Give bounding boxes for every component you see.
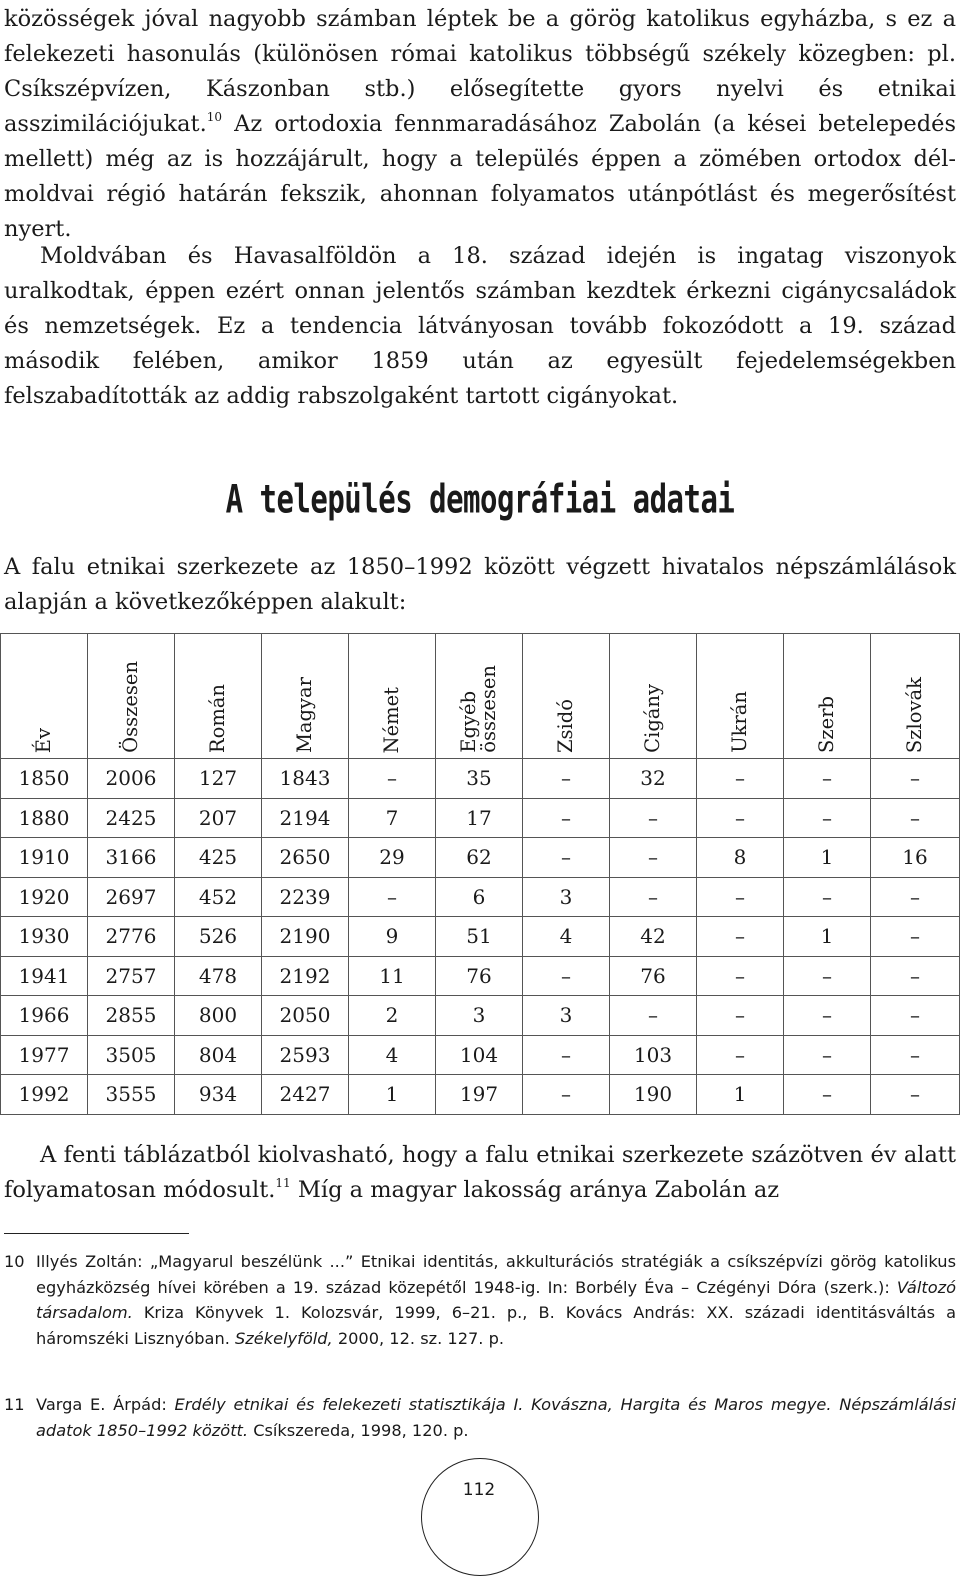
table-cell: 1850	[1, 759, 88, 799]
column-header	[784, 634, 871, 759]
column-header	[610, 634, 697, 759]
table-cell: 1977	[1, 1035, 88, 1075]
table-cell: –	[697, 877, 784, 917]
table-cell: 478	[175, 956, 262, 996]
column-header-label: Összesen	[119, 661, 142, 753]
table-cell: 425	[175, 838, 262, 878]
table-cell: –	[697, 1035, 784, 1075]
table-cell: –	[697, 759, 784, 799]
table-cell: 2192	[262, 956, 349, 996]
footnote-number: 11	[4, 1395, 25, 1414]
table-cell: 207	[175, 798, 262, 838]
table-cell: 16	[871, 838, 960, 878]
table-cell: –	[697, 996, 784, 1036]
column-header	[175, 634, 262, 759]
column-header	[436, 634, 523, 759]
table-cell: 62	[436, 838, 523, 878]
table-row	[1, 1075, 960, 1115]
table-cell: –	[784, 877, 871, 917]
column-header	[871, 634, 960, 759]
column-header	[349, 634, 436, 759]
table-cell: –	[784, 996, 871, 1036]
table-cell: 29	[349, 838, 436, 878]
column-header-label: Cigány	[641, 684, 664, 753]
table-cell: 2006	[88, 759, 175, 799]
table-cell: 2190	[262, 917, 349, 957]
intro-paragraph	[4, 2, 956, 247]
second-paragraph: Moldvában és Havasalföldön a 18. század idején is ingatag viszonyok uralkodtak, éppen ezért onnan jelentős számban kezdtek érkezni cigánycsaládok és nemzetségek. Ez a tendencia látványosan tovább fokozódott a 19. század második felében, amikor 1859 után az egyesült fejedelemségekben felszabadították az addig rabszolgaként tartott cigányokat.	[4, 243, 956, 409]
table-cell: –	[871, 917, 960, 957]
table-cell: 76	[610, 956, 697, 996]
table-cell: 2239	[262, 877, 349, 917]
footnote-italic-text: Székelyföld,	[235, 1328, 333, 1348]
column-header	[262, 634, 349, 759]
table-cell: 1910	[1, 838, 88, 878]
table-row	[1, 956, 960, 996]
table-cell: 51	[436, 917, 523, 957]
intro-text: közösségek jóval nagyobb számban léptek be a görög katolikus egyházba, s ez a felekezeti hasonulás (különösen római katolikus többségű székely közegben: pl. Csíkszépvízen, Kászonban stb.) elősegítette gyors nyelvi és etnikai asszimilációjukat.	[4, 6, 956, 137]
table-cell: –	[349, 877, 436, 917]
table-cell: 1	[349, 1075, 436, 1115]
table-cell: 190	[610, 1075, 697, 1115]
column-header	[88, 634, 175, 759]
table-cell: 1880	[1, 798, 88, 838]
table-cell: 1	[784, 838, 871, 878]
table-cell: 7	[349, 798, 436, 838]
column-header	[523, 634, 610, 759]
table-cell: –	[523, 956, 610, 996]
table-cell: 1	[784, 917, 871, 957]
column-header-label: Szerb	[815, 696, 838, 753]
column-header-label: Román	[206, 683, 229, 753]
table-intro: A falu etnikai szerkezete az 1850–1992 között végzett hivatalos népszámlálások alapján a következőképpen alakult:	[4, 554, 956, 615]
table-cell: 104	[436, 1035, 523, 1075]
table-cell: 2427	[262, 1075, 349, 1115]
table-row	[1, 1035, 960, 1075]
table-cell: 197	[436, 1075, 523, 1115]
column-header-label: Év	[32, 727, 55, 753]
table-cell: –	[784, 798, 871, 838]
table-cell: 2855	[88, 996, 175, 1036]
table-cell: 1941	[1, 956, 88, 996]
table-cell: 1920	[1, 877, 88, 917]
table-cell: 452	[175, 877, 262, 917]
table-row	[1, 877, 960, 917]
table-cell: –	[871, 759, 960, 799]
table-cell: 800	[175, 996, 262, 1036]
footnote-text-part: 2000, 12. sz. 127. p.	[332, 1328, 505, 1348]
table-cell: 934	[175, 1075, 262, 1115]
column-header-label: Német	[380, 686, 403, 753]
table-cell: 1	[697, 1075, 784, 1115]
table-cell: 3	[436, 996, 523, 1036]
footnote-text-part: Illyés Zoltán: „Magyarul beszélünk ...” Etnikai identitás, akkulturációs stratégiák a csíkszépvízi görög katolikus egyházközség hívei körében a 19. század közepétől 1948-ig. In: Borbély Éva – Czégényi Dóra (szerk.):	[36, 1252, 956, 1297]
footnote-italic-text: Erdély etnikai és felekezeti statisztikája I. Kovászna, Hargita és Maros megye. Népszámlálási adatok 1850–1992 között.	[36, 1395, 956, 1440]
table-cell: –	[871, 1075, 960, 1115]
table-cell: 2593	[262, 1035, 349, 1075]
table-cell: –	[784, 956, 871, 996]
section-heading: A település demográfiai adatai	[225, 476, 735, 522]
footnote-text-part: Csíkszereda, 1998, 120. p.	[248, 1420, 469, 1440]
table-cell: –	[697, 917, 784, 957]
table-cell: –	[523, 838, 610, 878]
table-cell: –	[523, 798, 610, 838]
table-row	[1, 917, 960, 957]
table-cell: –	[610, 996, 697, 1036]
table-cell: 11	[349, 956, 436, 996]
table-cell: –	[349, 759, 436, 799]
table-cell: 35	[436, 759, 523, 799]
column-header-label: Egyéb összesen	[457, 665, 500, 753]
footnote-italic-text: Változó társadalom.	[36, 1277, 956, 1322]
page-number-arc	[421, 1458, 539, 1576]
footnote-text	[36, 1392, 956, 1443]
table-header-row	[1, 634, 960, 759]
table-cell: 3166	[88, 838, 175, 878]
table-cell: 3	[523, 877, 610, 917]
table-cell: –	[871, 996, 960, 1036]
footnote-divider	[4, 1233, 189, 1234]
table-cell: 103	[610, 1035, 697, 1075]
table-cell: –	[871, 798, 960, 838]
table-cell: –	[610, 838, 697, 878]
table-cell: 1930	[1, 917, 88, 957]
table-cell: 3505	[88, 1035, 175, 1075]
footnote-10	[4, 1249, 956, 1351]
table-cell: 2	[349, 996, 436, 1036]
table-cell: 6	[436, 877, 523, 917]
footnote-text-part: Varga E. Árpád:	[36, 1395, 175, 1414]
column-header-label: Zsidó	[554, 698, 577, 753]
ethnic-structure-table	[0, 633, 960, 1115]
table-cell: 2757	[88, 956, 175, 996]
column-header	[1, 634, 88, 759]
table-row	[1, 798, 960, 838]
table-cell: –	[784, 759, 871, 799]
table-cell: 2194	[262, 798, 349, 838]
table-cell: 2697	[88, 877, 175, 917]
column-header-label: Magyar	[293, 676, 316, 753]
table-cell: 1843	[262, 759, 349, 799]
table-cell: 2650	[262, 838, 349, 878]
column-header-label: Szlovák	[903, 676, 926, 753]
table-cell: –	[784, 1075, 871, 1115]
footnote-number: 10	[4, 1252, 25, 1271]
table-cell: –	[784, 1035, 871, 1075]
table-cell: 4	[523, 917, 610, 957]
after-table-text-continued: Míg a magyar lakosság aránya Zabolán az	[290, 1177, 780, 1203]
table-cell: 2776	[88, 917, 175, 957]
table-cell: 526	[175, 917, 262, 957]
page-number: 112	[462, 1480, 496, 1500]
after-table-text: A fenti táblázatból kiolvasható, hogy a falu etnikai szerkezete százötven év alatt folyamatosan módosult.	[4, 1142, 956, 1203]
table-cell: 2425	[88, 798, 175, 838]
table-cell: 9	[349, 917, 436, 957]
after-table-paragraph	[4, 1138, 956, 1208]
table-cell: 76	[436, 956, 523, 996]
footnote-text-part: Kriza Könyvek 1. Kolozsvár, 1999, 6–21. p., B. Kovács András: XX. századi identitásváltás a háromszéki Lisznyóban.	[36, 1303, 956, 1348]
table-cell: 127	[175, 759, 262, 799]
footnote-text	[36, 1249, 956, 1351]
table-cell: –	[697, 956, 784, 996]
table-cell: –	[523, 759, 610, 799]
table-cell: 1992	[1, 1075, 88, 1115]
table-cell: 17	[436, 798, 523, 838]
footnote-ref-10[interactable]: 10	[206, 110, 223, 124]
table-cell: –	[523, 1035, 610, 1075]
table-cell: 804	[175, 1035, 262, 1075]
table-body	[1, 759, 960, 1115]
table-cell: –	[610, 877, 697, 917]
table-cell: –	[523, 1075, 610, 1115]
column-header-label: Ukrán	[728, 691, 751, 753]
table-cell: 42	[610, 917, 697, 957]
table-cell: –	[871, 1035, 960, 1075]
table-row	[1, 838, 960, 878]
footnote-11	[4, 1392, 956, 1443]
table-cell: –	[610, 798, 697, 838]
table-cell: 32	[610, 759, 697, 799]
table-cell: 3	[523, 996, 610, 1036]
table-cell: –	[697, 798, 784, 838]
table-cell: 2050	[262, 996, 349, 1036]
table-cell: 1966	[1, 996, 88, 1036]
intro-text-continued: Az ortodoxia fennmaradásához Zabolán (a kései betelepedés mellett) még az is hozzájárult, hogy a település éppen a zömében ortodox dél-moldvai régió határán fekszik, ahonnan folyamatos utánpótlást és megerősítést nyert.	[4, 111, 956, 242]
footnote-ref-11[interactable]: 11	[275, 1176, 291, 1190]
table-cell: 4	[349, 1035, 436, 1075]
table-row	[1, 996, 960, 1036]
table-cell: 8	[697, 838, 784, 878]
column-header	[697, 634, 784, 759]
table-cell: –	[871, 877, 960, 917]
table-cell: 3555	[88, 1075, 175, 1115]
table-cell: –	[871, 956, 960, 996]
table-row	[1, 759, 960, 799]
